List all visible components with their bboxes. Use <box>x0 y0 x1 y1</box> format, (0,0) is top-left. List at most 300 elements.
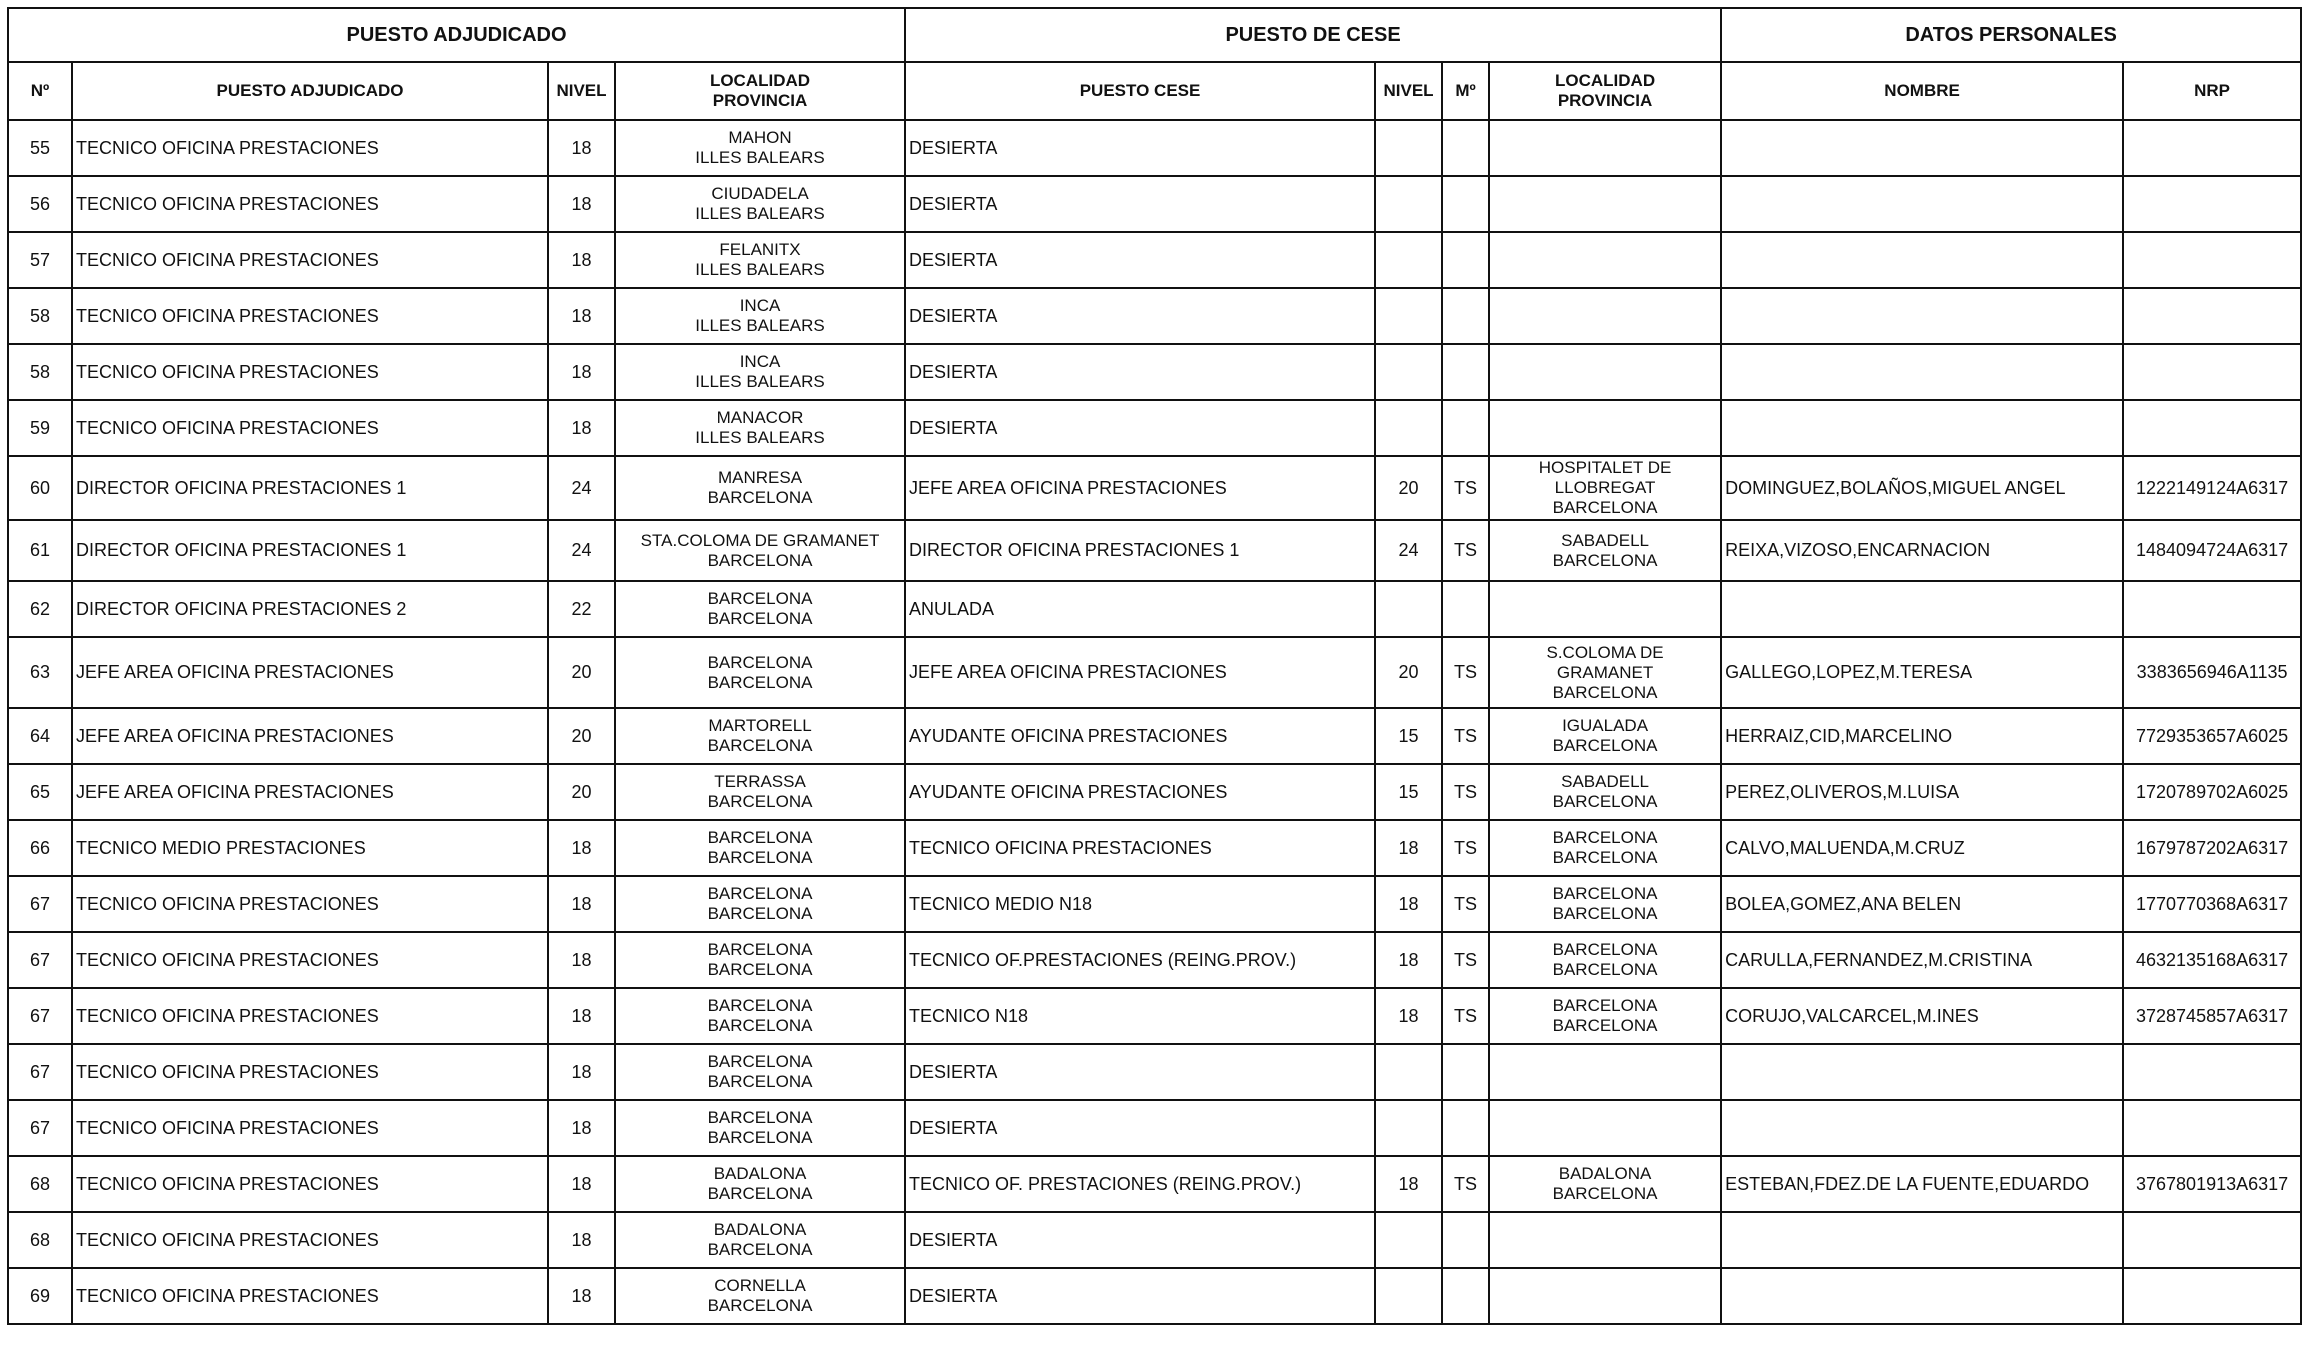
row-number: 66 <box>8 820 72 876</box>
m-code <box>1442 288 1489 344</box>
puesto-cese: JEFE AREA OFICINA PRESTACIONES <box>905 456 1375 520</box>
nivel-cese <box>1375 344 1442 400</box>
cese-localidad-line2: GRAMANET <box>1556 662 1654 682</box>
puesto-cese: TECNICO OFICINA PRESTACIONES <box>905 820 1375 876</box>
nivel: 18 <box>548 1044 615 1100</box>
m-code: TS <box>1442 764 1489 820</box>
puesto-adjudicado: TECNICO OFICINA PRESTACIONES <box>72 1156 548 1212</box>
m-code <box>1442 581 1489 637</box>
nivel-cese: 18 <box>1375 876 1442 932</box>
nivel: 18 <box>548 288 615 344</box>
table-row <box>8 988 2301 1044</box>
puesto-adjudicado: TECNICO OFICINA PRESTACIONES <box>72 876 548 932</box>
puesto-adjudicado: TECNICO OFICINA PRESTACIONES <box>72 400 548 456</box>
nivel: 18 <box>548 988 615 1044</box>
row-number: 67 <box>8 1044 72 1100</box>
puesto-cese: DESIERTA <box>905 1100 1375 1156</box>
nrp: 4632135168A6317 <box>2123 932 2301 988</box>
localidad: BARCELONA <box>707 884 813 903</box>
m-code: TS <box>1442 520 1489 581</box>
table-row <box>8 876 2301 932</box>
nrp <box>2123 1100 2301 1156</box>
nivel: 18 <box>548 176 615 232</box>
localidad-provincia <box>615 288 905 344</box>
nrp <box>2123 1044 2301 1100</box>
localidad: INCA <box>739 296 781 315</box>
nombre: GALLEGO,LOPEZ,M.TERESA <box>1721 637 2123 708</box>
table-body <box>8 120 2301 1324</box>
table-row <box>8 581 2301 637</box>
puesto-adjudicado: TECNICO OFICINA PRESTACIONES <box>72 1044 548 1100</box>
provincia: BARCELONA <box>707 672 813 692</box>
cese-localidad-line2: LLOBREGAT <box>1554 478 1656 497</box>
row-number: 65 <box>8 764 72 820</box>
row-number: 68 <box>8 1156 72 1212</box>
provincia: ILLES BALEARS <box>695 316 825 335</box>
nivel-cese: 24 <box>1375 520 1442 581</box>
cese-localidad-line2: BARCELONA <box>1552 550 1658 570</box>
nivel-cese <box>1375 400 1442 456</box>
nombre <box>1721 400 2123 456</box>
puesto-adjudicado: DIRECTOR OFICINA PRESTACIONES 1 <box>72 456 548 520</box>
cese-localidad-provincia <box>1489 176 1721 232</box>
localidad-provincia <box>615 708 905 764</box>
localidad-provincia <box>615 520 905 581</box>
puesto-adjudicado: TECNICO OFICINA PRESTACIONES <box>72 232 548 288</box>
row-number: 67 <box>8 932 72 988</box>
localidad: BARCELONA <box>707 940 813 959</box>
puesto-adjudicado: TECNICO OFICINA PRESTACIONES <box>72 1268 548 1324</box>
provincia: ILLES BALEARS <box>695 204 825 223</box>
cese-localidad-line2: BARCELONA <box>1552 904 1658 923</box>
nombre: REIXA,VIZOSO,ENCARNACION <box>1721 520 2123 581</box>
nivel: 24 <box>548 520 615 581</box>
cese-localidad-line1: BARCELONA <box>1552 996 1658 1015</box>
nivel-cese: 18 <box>1375 1156 1442 1212</box>
localidad-provincia <box>615 876 905 932</box>
nivel-cese: 20 <box>1375 456 1442 520</box>
m-code <box>1442 1268 1489 1324</box>
puesto-adjudicado: JEFE AREA OFICINA PRESTACIONES <box>72 708 548 764</box>
cese-localidad-provincia <box>1489 520 1721 581</box>
puesto-adjudicado: TECNICO OFICINA PRESTACIONES <box>72 932 548 988</box>
nivel-cese: 15 <box>1375 764 1442 820</box>
cese-localidad-provincia <box>1489 344 1721 400</box>
group-header-puesto-cese: PUESTO DE CESE <box>905 8 1721 62</box>
puesto-adjudicado: TECNICO MEDIO PRESTACIONES <box>72 820 548 876</box>
provincia: BARCELONA <box>707 1016 813 1035</box>
provincia: ILLES BALEARS <box>695 148 825 167</box>
nombre <box>1721 344 2123 400</box>
nivel: 18 <box>548 400 615 456</box>
localidad-provincia <box>615 232 905 288</box>
nombre <box>1721 1100 2123 1156</box>
nivel-cese: 18 <box>1375 820 1442 876</box>
cese-localidad-line1: S.COLOMA DE <box>1546 642 1664 662</box>
nombre: CARULLA,FERNANDEZ,M.CRISTINA <box>1721 932 2123 988</box>
cese-localidad-provincia <box>1489 1156 1721 1212</box>
localidad: MANACOR <box>716 408 804 427</box>
table-row <box>8 820 2301 876</box>
m-code: TS <box>1442 637 1489 708</box>
nivel: 18 <box>548 344 615 400</box>
row-number: 67 <box>8 988 72 1044</box>
cese-localidad-provincia <box>1489 876 1721 932</box>
puesto-adjudicado: JEFE AREA OFICINA PRESTACIONES <box>72 764 548 820</box>
nombre: PEREZ,OLIVEROS,M.LUISA <box>1721 764 2123 820</box>
table-row <box>8 1212 2301 1268</box>
cese-localidad-line1: BARCELONA <box>1552 884 1658 903</box>
table-row <box>8 637 2301 708</box>
provincia: ILLES BALEARS <box>695 428 825 447</box>
cese-localidad-line1: IGUALADA <box>1562 716 1649 735</box>
nivel: 20 <box>548 637 615 708</box>
nrp: 1484094724A6317 <box>2123 520 2301 581</box>
cese-localidad-provincia <box>1489 988 1721 1044</box>
cese-localidad-provincia <box>1489 288 1721 344</box>
puesto-cese: DESIERTA <box>905 232 1375 288</box>
localidad: BARCELONA <box>707 1052 813 1071</box>
nivel: 18 <box>548 820 615 876</box>
nivel-cese <box>1375 288 1442 344</box>
row-number: 61 <box>8 520 72 581</box>
nrp <box>2123 288 2301 344</box>
nivel-cese: 15 <box>1375 708 1442 764</box>
puesto-cese: TECNICO N18 <box>905 988 1375 1044</box>
localidad-provincia <box>615 1044 905 1100</box>
localidad: MAHON <box>728 128 792 147</box>
localidad: FELANITX <box>719 240 801 259</box>
cese-localidad-line2: BARCELONA <box>1552 848 1658 867</box>
localidad: INCA <box>739 352 781 371</box>
nombre: DOMINGUEZ,BOLAÑOS,MIGUEL ANGEL <box>1721 456 2123 520</box>
cese-localidad-provincia <box>1489 120 1721 176</box>
nivel: 20 <box>548 708 615 764</box>
puesto-cese: TECNICO OF. PRESTACIONES (REING.PROV.) <box>905 1156 1375 1212</box>
col-header-m: Mº <box>1442 62 1489 120</box>
row-number: 60 <box>8 456 72 520</box>
nivel: 24 <box>548 456 615 520</box>
localidad: TERRASSA <box>714 772 806 791</box>
table-row <box>8 120 2301 176</box>
col-header-localidad-cese <box>1489 62 1721 120</box>
table-row <box>8 1044 2301 1100</box>
puesto-cese: DESIERTA <box>905 120 1375 176</box>
nivel-cese <box>1375 232 1442 288</box>
table-row <box>8 764 2301 820</box>
col-header-nivel: NIVEL <box>548 62 615 120</box>
cese-localidad-provincia <box>1489 764 1721 820</box>
nombre: HERRAIZ,CID,MARCELINO <box>1721 708 2123 764</box>
localidad-provincia <box>615 988 905 1044</box>
nrp <box>2123 232 2301 288</box>
m-code <box>1442 232 1489 288</box>
provincia: BARCELONA <box>707 736 813 755</box>
cese-localidad-provincia <box>1489 400 1721 456</box>
cese-localidad-provincia <box>1489 708 1721 764</box>
group-header-puesto-adjudicado: PUESTO ADJUDICADO <box>8 8 905 62</box>
nivel-cese <box>1375 581 1442 637</box>
m-code <box>1442 120 1489 176</box>
group-header-datos-personales: DATOS PERSONALES <box>1721 8 2301 62</box>
provincia: BARCELONA <box>707 550 813 570</box>
localidad-provincia <box>615 820 905 876</box>
nrp: 1770770368A6317 <box>2123 876 2301 932</box>
table-row <box>8 1100 2301 1156</box>
adjudication-table <box>7 7 2302 1325</box>
row-number: 64 <box>8 708 72 764</box>
nombre <box>1721 1268 2123 1324</box>
puesto-cese: JEFE AREA OFICINA PRESTACIONES <box>905 637 1375 708</box>
cese-localidad-line1: SABADELL <box>1561 772 1649 791</box>
cese-localidad-line2: BARCELONA <box>1552 792 1658 811</box>
nivel: 18 <box>548 1156 615 1212</box>
nombre <box>1721 120 2123 176</box>
nrp <box>2123 1268 2301 1324</box>
table-row <box>8 1268 2301 1324</box>
localidad: BARCELONA <box>707 828 813 847</box>
row-number: 58 <box>8 288 72 344</box>
col-header-puesto-adjudicado: PUESTO ADJUDICADO <box>72 62 548 120</box>
localidad: STA.COLOMA DE GRAMANET <box>640 530 880 550</box>
nrp: 3383656946A1135 <box>2123 637 2301 708</box>
cese-localidad-line2: BARCELONA <box>1552 1184 1658 1203</box>
puesto-cese: DESIERTA <box>905 176 1375 232</box>
puesto-cese: DESIERTA <box>905 400 1375 456</box>
puesto-adjudicado: TECNICO OFICINA PRESTACIONES <box>72 1100 548 1156</box>
nrp: 1679787202A6317 <box>2123 820 2301 876</box>
nombre <box>1721 176 2123 232</box>
nrp <box>2123 344 2301 400</box>
provincia: ILLES BALEARS <box>695 260 825 279</box>
col-header-localidad <box>615 62 905 120</box>
provincia: BARCELONA <box>707 1184 813 1203</box>
nombre <box>1721 1212 2123 1268</box>
nivel: 18 <box>548 876 615 932</box>
nombre: ESTEBAN,FDEZ.DE LA FUENTE,EDUARDO <box>1721 1156 2123 1212</box>
localidad-provincia <box>615 581 905 637</box>
puesto-cese: AYUDANTE OFICINA PRESTACIONES <box>905 764 1375 820</box>
localidad-provincia <box>615 120 905 176</box>
table-row <box>8 344 2301 400</box>
table-row <box>8 932 2301 988</box>
provincia: BARCELONA <box>707 792 813 811</box>
cese-localidad-provincia <box>1489 456 1721 520</box>
row-number: 68 <box>8 1212 72 1268</box>
row-number: 62 <box>8 581 72 637</box>
puesto-cese: TECNICO OF.PRESTACIONES (REING.PROV.) <box>905 932 1375 988</box>
nivel-cese <box>1375 1100 1442 1156</box>
nivel: 18 <box>548 1212 615 1268</box>
puesto-cese: DESIERTA <box>905 1212 1375 1268</box>
localidad-provincia <box>615 932 905 988</box>
puesto-cese: DIRECTOR OFICINA PRESTACIONES 1 <box>905 520 1375 581</box>
row-number: 56 <box>8 176 72 232</box>
localidad-provincia <box>615 764 905 820</box>
nivel-cese: 18 <box>1375 932 1442 988</box>
m-code: TS <box>1442 820 1489 876</box>
row-number: 67 <box>8 876 72 932</box>
col-header-nivel-cese: NIVEL <box>1375 62 1442 120</box>
m-code: TS <box>1442 876 1489 932</box>
cese-localidad-line3: BARCELONA <box>1552 498 1658 517</box>
puesto-adjudicado: TECNICO OFICINA PRESTACIONES <box>72 176 548 232</box>
nivel-cese <box>1375 176 1442 232</box>
row-number: 57 <box>8 232 72 288</box>
localidad: CORNELLA <box>714 1276 806 1295</box>
puesto-cese: DESIERTA <box>905 288 1375 344</box>
table-row <box>8 400 2301 456</box>
nrp: 3728745857A6317 <box>2123 988 2301 1044</box>
m-code: TS <box>1442 456 1489 520</box>
m-code <box>1442 400 1489 456</box>
localidad-provincia <box>615 637 905 708</box>
table-row <box>8 232 2301 288</box>
nivel: 18 <box>548 932 615 988</box>
cese-localidad-line3: BARCELONA <box>1552 682 1658 702</box>
m-code: TS <box>1442 708 1489 764</box>
nivel-cese <box>1375 1044 1442 1100</box>
cese-localidad-provincia <box>1489 637 1721 708</box>
m-code <box>1442 176 1489 232</box>
row-number: 69 <box>8 1268 72 1324</box>
puesto-cese: DESIERTA <box>905 344 1375 400</box>
nombre <box>1721 288 2123 344</box>
nrp <box>2123 120 2301 176</box>
nivel: 22 <box>548 581 615 637</box>
table-row <box>8 520 2301 581</box>
cese-localidad-provincia <box>1489 1212 1721 1268</box>
localidad: BADALONA <box>713 1220 807 1239</box>
provincia: BARCELONA <box>707 1296 813 1315</box>
puesto-adjudicado: TECNICO OFICINA PRESTACIONES <box>72 988 548 1044</box>
localidad-provincia <box>615 176 905 232</box>
provincia: BARCELONA <box>707 1072 813 1091</box>
cese-localidad-line1: BARCELONA <box>1552 940 1658 959</box>
nivel-cese <box>1375 1212 1442 1268</box>
localidad: CIUDADELA <box>711 184 809 203</box>
provincia: BARCELONA <box>707 609 813 628</box>
localidad-provincia <box>615 400 905 456</box>
cese-localidad-provincia <box>1489 820 1721 876</box>
m-code <box>1442 1212 1489 1268</box>
provincia: BARCELONA <box>707 488 813 507</box>
table-row <box>8 288 2301 344</box>
nivel-cese <box>1375 1268 1442 1324</box>
nrp: 3767801913A6317 <box>2123 1156 2301 1212</box>
puesto-cese: DESIERTA <box>905 1044 1375 1100</box>
cese-localidad-provincia <box>1489 232 1721 288</box>
provincia: BARCELONA <box>707 1128 813 1147</box>
nrp <box>2123 400 2301 456</box>
localidad-provincia <box>615 1156 905 1212</box>
localidad: BARCELONA <box>707 652 813 672</box>
table-row <box>8 176 2301 232</box>
cese-localidad-provincia <box>1489 1268 1721 1324</box>
col-header-localidad-cese-line1: LOCALIDAD <box>1555 71 1656 90</box>
table-row <box>8 456 2301 520</box>
nivel: 18 <box>548 232 615 288</box>
row-number: 63 <box>8 637 72 708</box>
provincia: BARCELONA <box>707 904 813 923</box>
localidad: BARCELONA <box>707 996 813 1015</box>
puesto-adjudicado: DIRECTOR OFICINA PRESTACIONES 1 <box>72 520 548 581</box>
m-code <box>1442 1100 1489 1156</box>
cese-localidad-line1: BADALONA <box>1558 1164 1652 1183</box>
cese-localidad-line2: BARCELONA <box>1552 960 1658 979</box>
table-row <box>8 1156 2301 1212</box>
cese-localidad-line2: BARCELONA <box>1552 1016 1658 1035</box>
localidad-provincia <box>615 344 905 400</box>
puesto-adjudicado: TECNICO OFICINA PRESTACIONES <box>72 120 548 176</box>
col-header-localidad-line1: LOCALIDAD <box>709 71 811 90</box>
localidad-provincia <box>615 456 905 520</box>
cese-localidad-provincia <box>1489 1100 1721 1156</box>
m-code <box>1442 1044 1489 1100</box>
provincia: BARCELONA <box>707 1240 813 1259</box>
row-number: 59 <box>8 400 72 456</box>
provincia: BARCELONA <box>707 960 813 979</box>
localidad: BARCELONA <box>707 589 813 608</box>
col-header-localidad-cese-line2: PROVINCIA <box>1557 91 1653 110</box>
cese-localidad-line1: SABADELL <box>1561 530 1649 550</box>
cese-localidad-provincia <box>1489 581 1721 637</box>
nombre: CORUJO,VALCARCEL,M.INES <box>1721 988 2123 1044</box>
puesto-adjudicado: JEFE AREA OFICINA PRESTACIONES <box>72 637 548 708</box>
nrp: 1222149124A6317 <box>2123 456 2301 520</box>
nrp <box>2123 581 2301 637</box>
puesto-adjudicado: DIRECTOR OFICINA PRESTACIONES 2 <box>72 581 548 637</box>
nrp <box>2123 176 2301 232</box>
cese-localidad-provincia <box>1489 932 1721 988</box>
nivel: 18 <box>548 120 615 176</box>
nivel: 18 <box>548 1100 615 1156</box>
nrp: 7729353657A6025 <box>2123 708 2301 764</box>
nivel: 20 <box>548 764 615 820</box>
m-code: TS <box>1442 932 1489 988</box>
nrp <box>2123 1212 2301 1268</box>
cese-localidad-line1: HOSPITALET DE <box>1538 458 1672 477</box>
localidad-provincia <box>615 1268 905 1324</box>
nivel-cese: 20 <box>1375 637 1442 708</box>
nombre <box>1721 1044 2123 1100</box>
col-header-nrp: NRP <box>2123 62 2301 120</box>
cese-localidad-line2: BARCELONA <box>1552 736 1658 755</box>
puesto-cese: ANULADA <box>905 581 1375 637</box>
nombre <box>1721 581 2123 637</box>
nivel-cese: 18 <box>1375 988 1442 1044</box>
m-code <box>1442 344 1489 400</box>
puesto-cese: DESIERTA <box>905 1268 1375 1324</box>
puesto-adjudicado: TECNICO OFICINA PRESTACIONES <box>72 1212 548 1268</box>
localidad-provincia <box>615 1212 905 1268</box>
nombre: BOLEA,GOMEZ,ANA BELEN <box>1721 876 2123 932</box>
nrp: 1720789702A6025 <box>2123 764 2301 820</box>
nivel-cese <box>1375 120 1442 176</box>
puesto-cese: AYUDANTE OFICINA PRESTACIONES <box>905 708 1375 764</box>
localidad: BARCELONA <box>707 1108 813 1127</box>
m-code: TS <box>1442 988 1489 1044</box>
col-header-nombre: NOMBRE <box>1721 62 2123 120</box>
nivel: 18 <box>548 1268 615 1324</box>
localidad: MARTORELL <box>708 716 812 735</box>
row-number: 58 <box>8 344 72 400</box>
provincia: BARCELONA <box>707 848 813 867</box>
puesto-cese: TECNICO MEDIO N18 <box>905 876 1375 932</box>
row-number: 67 <box>8 1100 72 1156</box>
table-row <box>8 708 2301 764</box>
localidad: BADALONA <box>713 1164 807 1183</box>
